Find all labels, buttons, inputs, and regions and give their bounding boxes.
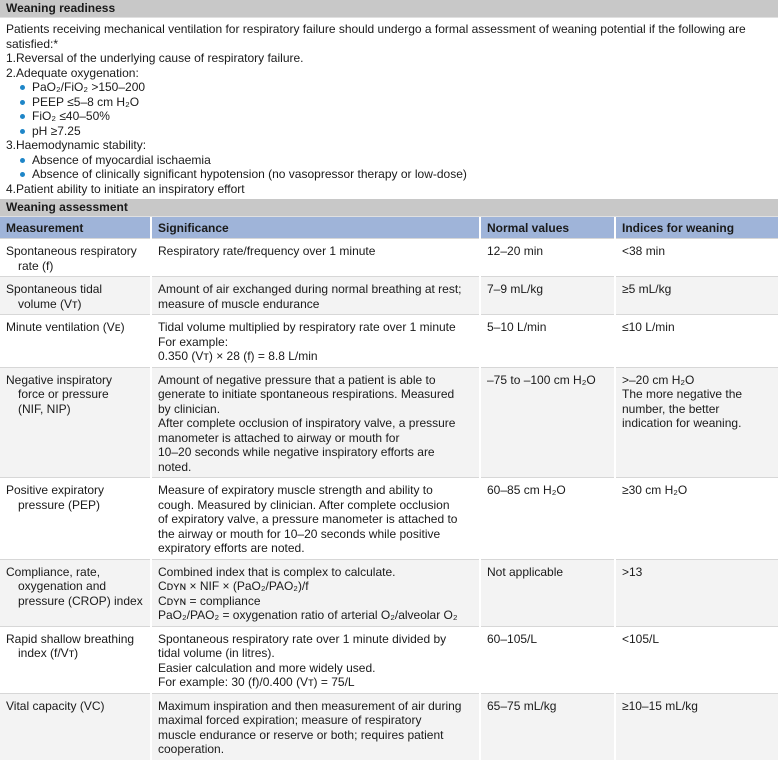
- table-header-row: [0, 217, 778, 239]
- cell-line: noted.: [158, 459, 192, 474]
- indices-cell: [615, 315, 778, 368]
- cell-line: generate to initiate spontaneous respirations. Measured: [158, 387, 455, 401]
- cell-line: –75 to –100 cm H₂O: [487, 372, 596, 387]
- column-header-indices: Indices for weaning: [615, 217, 778, 239]
- cell-line: Negative inspiratory: [6, 372, 113, 387]
- readiness-item-number: 4.: [6, 181, 17, 196]
- table-row: [0, 693, 778, 760]
- readiness-bullet: Absence of myocardial ischaemia: [18, 153, 772, 168]
- readiness-bullet: pH ≥7.25: [18, 124, 772, 139]
- table-row: [0, 367, 778, 478]
- column-header-normal-values: Normal values: [480, 217, 615, 239]
- cell-line: muscle endurance or reserve or both; requires patient: [158, 727, 444, 742]
- table-row: [0, 315, 778, 368]
- cell-line: the airway or mouth for 10–20 seconds while positive: [158, 526, 441, 541]
- table-row: [0, 626, 778, 693]
- weaning-assessment-header: Weaning assessment: [0, 199, 778, 217]
- cell-line: pressure (PEP): [18, 497, 101, 512]
- cell-line: manometer is attached to airway or mouth for: [158, 430, 400, 445]
- cell-line: Easier calculation and more widely used.: [158, 660, 376, 675]
- indices-cell: [615, 693, 778, 760]
- table-body: [0, 239, 778, 760]
- cell-line: Cᴅʏɴ = compliance: [158, 593, 261, 608]
- cell-line: PaO₂/PAO₂ = oxygenation ratio of arterial O₂/alveolar O₂: [158, 608, 458, 622]
- table-row: [0, 277, 778, 315]
- table-row: [0, 559, 778, 626]
- cell-line: number, the better: [622, 401, 720, 416]
- cell-line: tidal volume (in litres).: [158, 646, 275, 660]
- table-row: [0, 239, 778, 277]
- cell-line: ≥30 cm H₂O: [622, 483, 688, 497]
- column-header-measurement: Measurement: [0, 217, 151, 239]
- readiness-item: [6, 66, 772, 81]
- significance-cell: [151, 367, 480, 478]
- cell-line: <105/L: [622, 631, 660, 646]
- normal-values-cell: [480, 367, 615, 478]
- readiness-bullet: PaO₂/FiO₂ >150–200: [18, 80, 772, 95]
- normal-values-cell: [480, 559, 615, 626]
- cell-line: Positive expiratory: [6, 483, 105, 497]
- indices-cell: [615, 277, 778, 315]
- cell-line: Compliance, rate,: [6, 564, 101, 579]
- measurement-cell: [0, 315, 151, 368]
- measurement-cell: [0, 693, 151, 760]
- cell-line: Rapid shallow breathing: [6, 631, 135, 646]
- cell-line: For example: 30 (f)/0.400 (Vᴛ) = 75/L: [158, 675, 355, 689]
- cell-line: ≥10–15 mL/kg: [622, 698, 698, 713]
- readiness-item-number: 2.: [6, 65, 17, 80]
- cell-line: (NIF, NIP): [18, 401, 71, 416]
- readiness-item-text: Patient ability to initiate an inspiratory effort: [16, 181, 245, 196]
- measurement-cell: [0, 478, 151, 560]
- readiness-bullet: PEEP ≤5–8 cm H₂O: [18, 95, 772, 110]
- measurement-cell: [0, 239, 151, 277]
- weaning-readiness-section: [0, 18, 778, 199]
- measurement-cell: [0, 277, 151, 315]
- normal-values-cell: [480, 626, 615, 693]
- cell-line: Not applicable: [487, 564, 564, 579]
- significance-cell: [151, 559, 480, 626]
- readiness-item-number: 3.: [6, 138, 17, 152]
- cell-line: Amount of negative pressure that a patient is able to: [158, 372, 436, 387]
- cell-line: Spontaneous tidal: [6, 282, 103, 296]
- readiness-bullet-list: [6, 153, 772, 182]
- significance-cell: [151, 693, 480, 760]
- cell-line: <38 min: [622, 244, 666, 258]
- cell-line: expiratory efforts are noted.: [158, 541, 305, 555]
- readiness-item-text: Reversal of the underlying cause of respiratory failure.: [16, 51, 304, 65]
- significance-cell: [151, 626, 480, 693]
- cell-line: cough. Measured by clinician. After complete occlusion: [158, 497, 450, 512]
- cell-line: ≤10 L/min: [622, 320, 675, 334]
- readiness-item: [6, 51, 772, 66]
- significance-cell: [151, 315, 480, 368]
- normal-values-cell: [480, 315, 615, 368]
- cell-line: measure of muscle endurance: [158, 296, 320, 311]
- readiness-intro: Patients receiving mechanical ventilation for respiratory failure should undergo a formal assessment of weaning potential if the following are satisfied:*: [6, 22, 746, 51]
- readiness-item: [6, 138, 772, 153]
- cell-line: Respiratory rate/frequency over 1 minute: [158, 244, 376, 258]
- cell-line: >13: [622, 564, 643, 579]
- readiness-item-number: 1.: [6, 51, 17, 65]
- cell-line: maximal forced expiration; measure of respiratory: [158, 713, 422, 727]
- cell-line: The more negative the: [622, 387, 743, 401]
- cell-line: 5–10 L/min: [487, 320, 547, 334]
- cell-line: Spontaneous respiratory: [6, 244, 137, 258]
- indices-cell: [615, 559, 778, 626]
- cell-line: >–20 cm H₂O: [622, 372, 695, 387]
- cell-line: volume (Vᴛ): [18, 296, 82, 311]
- measurement-cell: [0, 626, 151, 693]
- cell-line: Spontaneous respiratory rate over 1 minute divided by: [158, 631, 447, 646]
- indices-cell: [615, 239, 778, 277]
- readiness-bullet-list: [6, 80, 772, 138]
- cell-line: index (f/Vᴛ): [18, 646, 79, 660]
- readiness-bullet: FiO₂ ≤40–50%: [18, 109, 772, 124]
- table-row: [0, 478, 778, 560]
- cell-line: 7–9 mL/kg: [487, 282, 544, 296]
- normal-values-cell: [480, 478, 615, 560]
- cell-line: Cᴅʏɴ × NIF × (PaO₂/PAO₂)/f: [158, 579, 309, 593]
- readiness-list: [6, 51, 772, 196]
- cell-line: Combined index that is complex to calculate.: [158, 564, 396, 579]
- cell-line: 60–85 cm H₂O: [487, 483, 566, 497]
- cell-line: 12–20 min: [487, 244, 544, 258]
- cell-line: Amount of air exchanged during normal breathing at rest;: [158, 282, 462, 296]
- normal-values-cell: [480, 239, 615, 277]
- measurement-cell: [0, 559, 151, 626]
- significance-cell: [151, 277, 480, 315]
- column-header-significance: Significance: [151, 217, 480, 239]
- cell-line: ≥5 mL/kg: [622, 282, 672, 296]
- significance-cell: [151, 478, 480, 560]
- cell-line: For example:: [158, 334, 229, 349]
- significance-cell: [151, 239, 480, 277]
- indices-cell: [615, 367, 778, 478]
- cell-line: Measure of expiratory muscle strength and ability to: [158, 483, 433, 497]
- measurement-cell: [0, 367, 151, 478]
- cell-line: Tidal volume multiplied by respiratory rate over 1 minute: [158, 320, 456, 334]
- readiness-item: [6, 182, 772, 197]
- cell-line: Vital capacity (VC): [6, 698, 105, 713]
- readiness-item-text: Adequate oxygenation:: [16, 65, 139, 80]
- normal-values-cell: [480, 277, 615, 315]
- cell-line: by clinician.: [158, 401, 221, 416]
- cell-line: 65–75 mL/kg: [487, 698, 557, 713]
- normal-values-cell: [480, 693, 615, 760]
- cell-line: force or pressure: [18, 387, 109, 401]
- cell-line: indication for weaning.: [622, 416, 742, 430]
- cell-line: of expiratory valve, a pressure manometer is attached to: [158, 512, 458, 526]
- cell-line: 0.350 (Vᴛ) × 28 (f) = 8.8 L/min: [158, 349, 318, 363]
- indices-cell: [615, 626, 778, 693]
- weaning-assessment-table: [0, 217, 778, 760]
- cell-line: cooperation.: [158, 742, 225, 756]
- cell-line: rate (f): [18, 258, 54, 273]
- cell-line: After complete occlusion of inspiratory valve, a pressure: [158, 416, 456, 430]
- cell-line: 10–20 seconds while negative inspiratory efforts are: [158, 445, 435, 459]
- indices-cell: [615, 478, 778, 560]
- cell-line: pressure (CROP) index: [18, 593, 143, 608]
- readiness-bullet: Absence of clinically significant hypotension (no vasopressor therapy or low-dose): [18, 167, 772, 182]
- weaning-readiness-header: Weaning readiness: [0, 0, 778, 18]
- readiness-item-text: Haemodynamic stability:: [16, 138, 147, 152]
- cell-line: 60–105/L: [487, 631, 538, 646]
- cell-line: oxygenation and: [18, 579, 107, 593]
- cell-line: Maximum inspiration and then measurement of air during: [158, 698, 462, 713]
- cell-line: Minute ventilation (Vᴇ): [6, 320, 125, 334]
